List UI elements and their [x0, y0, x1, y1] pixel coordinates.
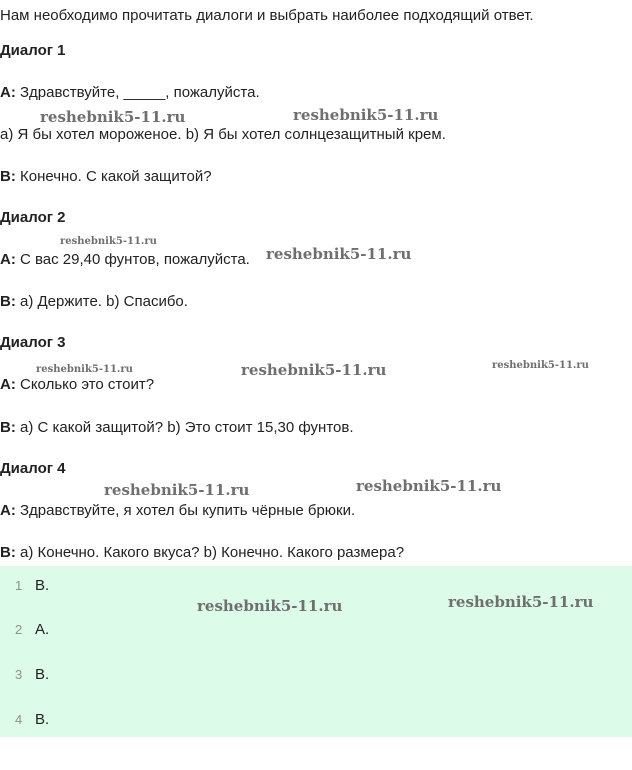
dialog-2-line-b: [0, 292, 188, 312]
dialog-3-line-a: [0, 375, 154, 395]
dialog-text: Конечно. С какой защитой?: [15, 168, 212, 185]
answers-block: [0, 566, 632, 737]
answer-number: 2: [15, 622, 23, 637]
task-intro: Нам необходимо прочитать диалоги и выбрать наиболее подходящий ответ.: [0, 7, 534, 24]
dialog-1-line-a: [0, 83, 260, 103]
answer-value: B.: [35, 711, 50, 728]
dialog-3-title: Диалог 3: [0, 334, 66, 351]
answer-number: 1: [15, 578, 23, 593]
watermark: reshebnik5-11.ru: [448, 593, 594, 611]
watermark: reshebnik5-11.ru: [104, 481, 250, 499]
answer-number: 3: [15, 667, 23, 682]
dialog-text: a) Я бы хотел мороженое. b) Я бы хотел солнцезащитный крем.: [0, 126, 446, 143]
dialog-text: a) С какой защитой? b) Это стоит 15,30 фунтов.: [15, 419, 354, 436]
watermark: reshebnik5-11.ru: [40, 108, 186, 126]
answer-value: B.: [35, 577, 50, 594]
watermark: reshebnik5-11.ru: [36, 364, 133, 375]
answer-value: A.: [35, 621, 50, 638]
answer-value: B.: [35, 666, 50, 683]
answer-number: 4: [15, 712, 23, 727]
watermark: reshebnik5-11.ru: [293, 106, 439, 124]
dialog-2-title: Диалог 2: [0, 209, 66, 226]
watermark: reshebnik5-11.ru: [492, 360, 589, 371]
dialog-text: Здравствуйте, _____, пожалуйста.: [15, 84, 260, 101]
answer-row: [0, 665, 632, 685]
dialog-1-options: [0, 125, 446, 145]
dialog-1-title: Диалог 1: [0, 42, 66, 59]
watermark: reshebnik5-11.ru: [60, 236, 157, 247]
answer-row: [0, 710, 632, 730]
answer-row: [0, 620, 632, 640]
dialog-text: Сколько это стоит?: [15, 376, 155, 393]
speaker-label: A:: [0, 502, 16, 519]
watermark: reshebnik5-11.ru: [241, 361, 387, 379]
dialog-4-line-b: [0, 543, 404, 563]
speaker-label: A:: [0, 251, 16, 268]
speaker-label: A:: [0, 376, 16, 393]
dialog-text: a) Держите. b) Спасибо.: [15, 293, 188, 310]
speaker-label: B:: [0, 419, 16, 436]
watermark: reshebnik5-11.ru: [356, 477, 502, 495]
speaker-label: A:: [0, 84, 16, 101]
watermark: reshebnik5-11.ru: [266, 245, 412, 263]
dialog-2-line-a: [0, 250, 250, 270]
dialog-4-line-a: [0, 501, 355, 521]
speaker-label: B:: [0, 168, 16, 185]
dialog-text: С вас 29,40 фунтов, пожалуйста.: [15, 251, 250, 268]
dialog-1-line-b: [0, 167, 212, 187]
speaker-label: B:: [0, 544, 16, 561]
watermark: reshebnik5-11.ru: [197, 597, 343, 615]
dialog-text: Здравствуйте, я хотел бы купить чёрные брюки.: [15, 502, 356, 519]
dialog-3-line-b: [0, 418, 354, 438]
speaker-label: B:: [0, 293, 16, 310]
dialog-text: a) Конечно. Какого вкуса? b) Конечно. Какого размера?: [15, 544, 405, 561]
dialog-4-title: Диалог 4: [0, 460, 66, 477]
